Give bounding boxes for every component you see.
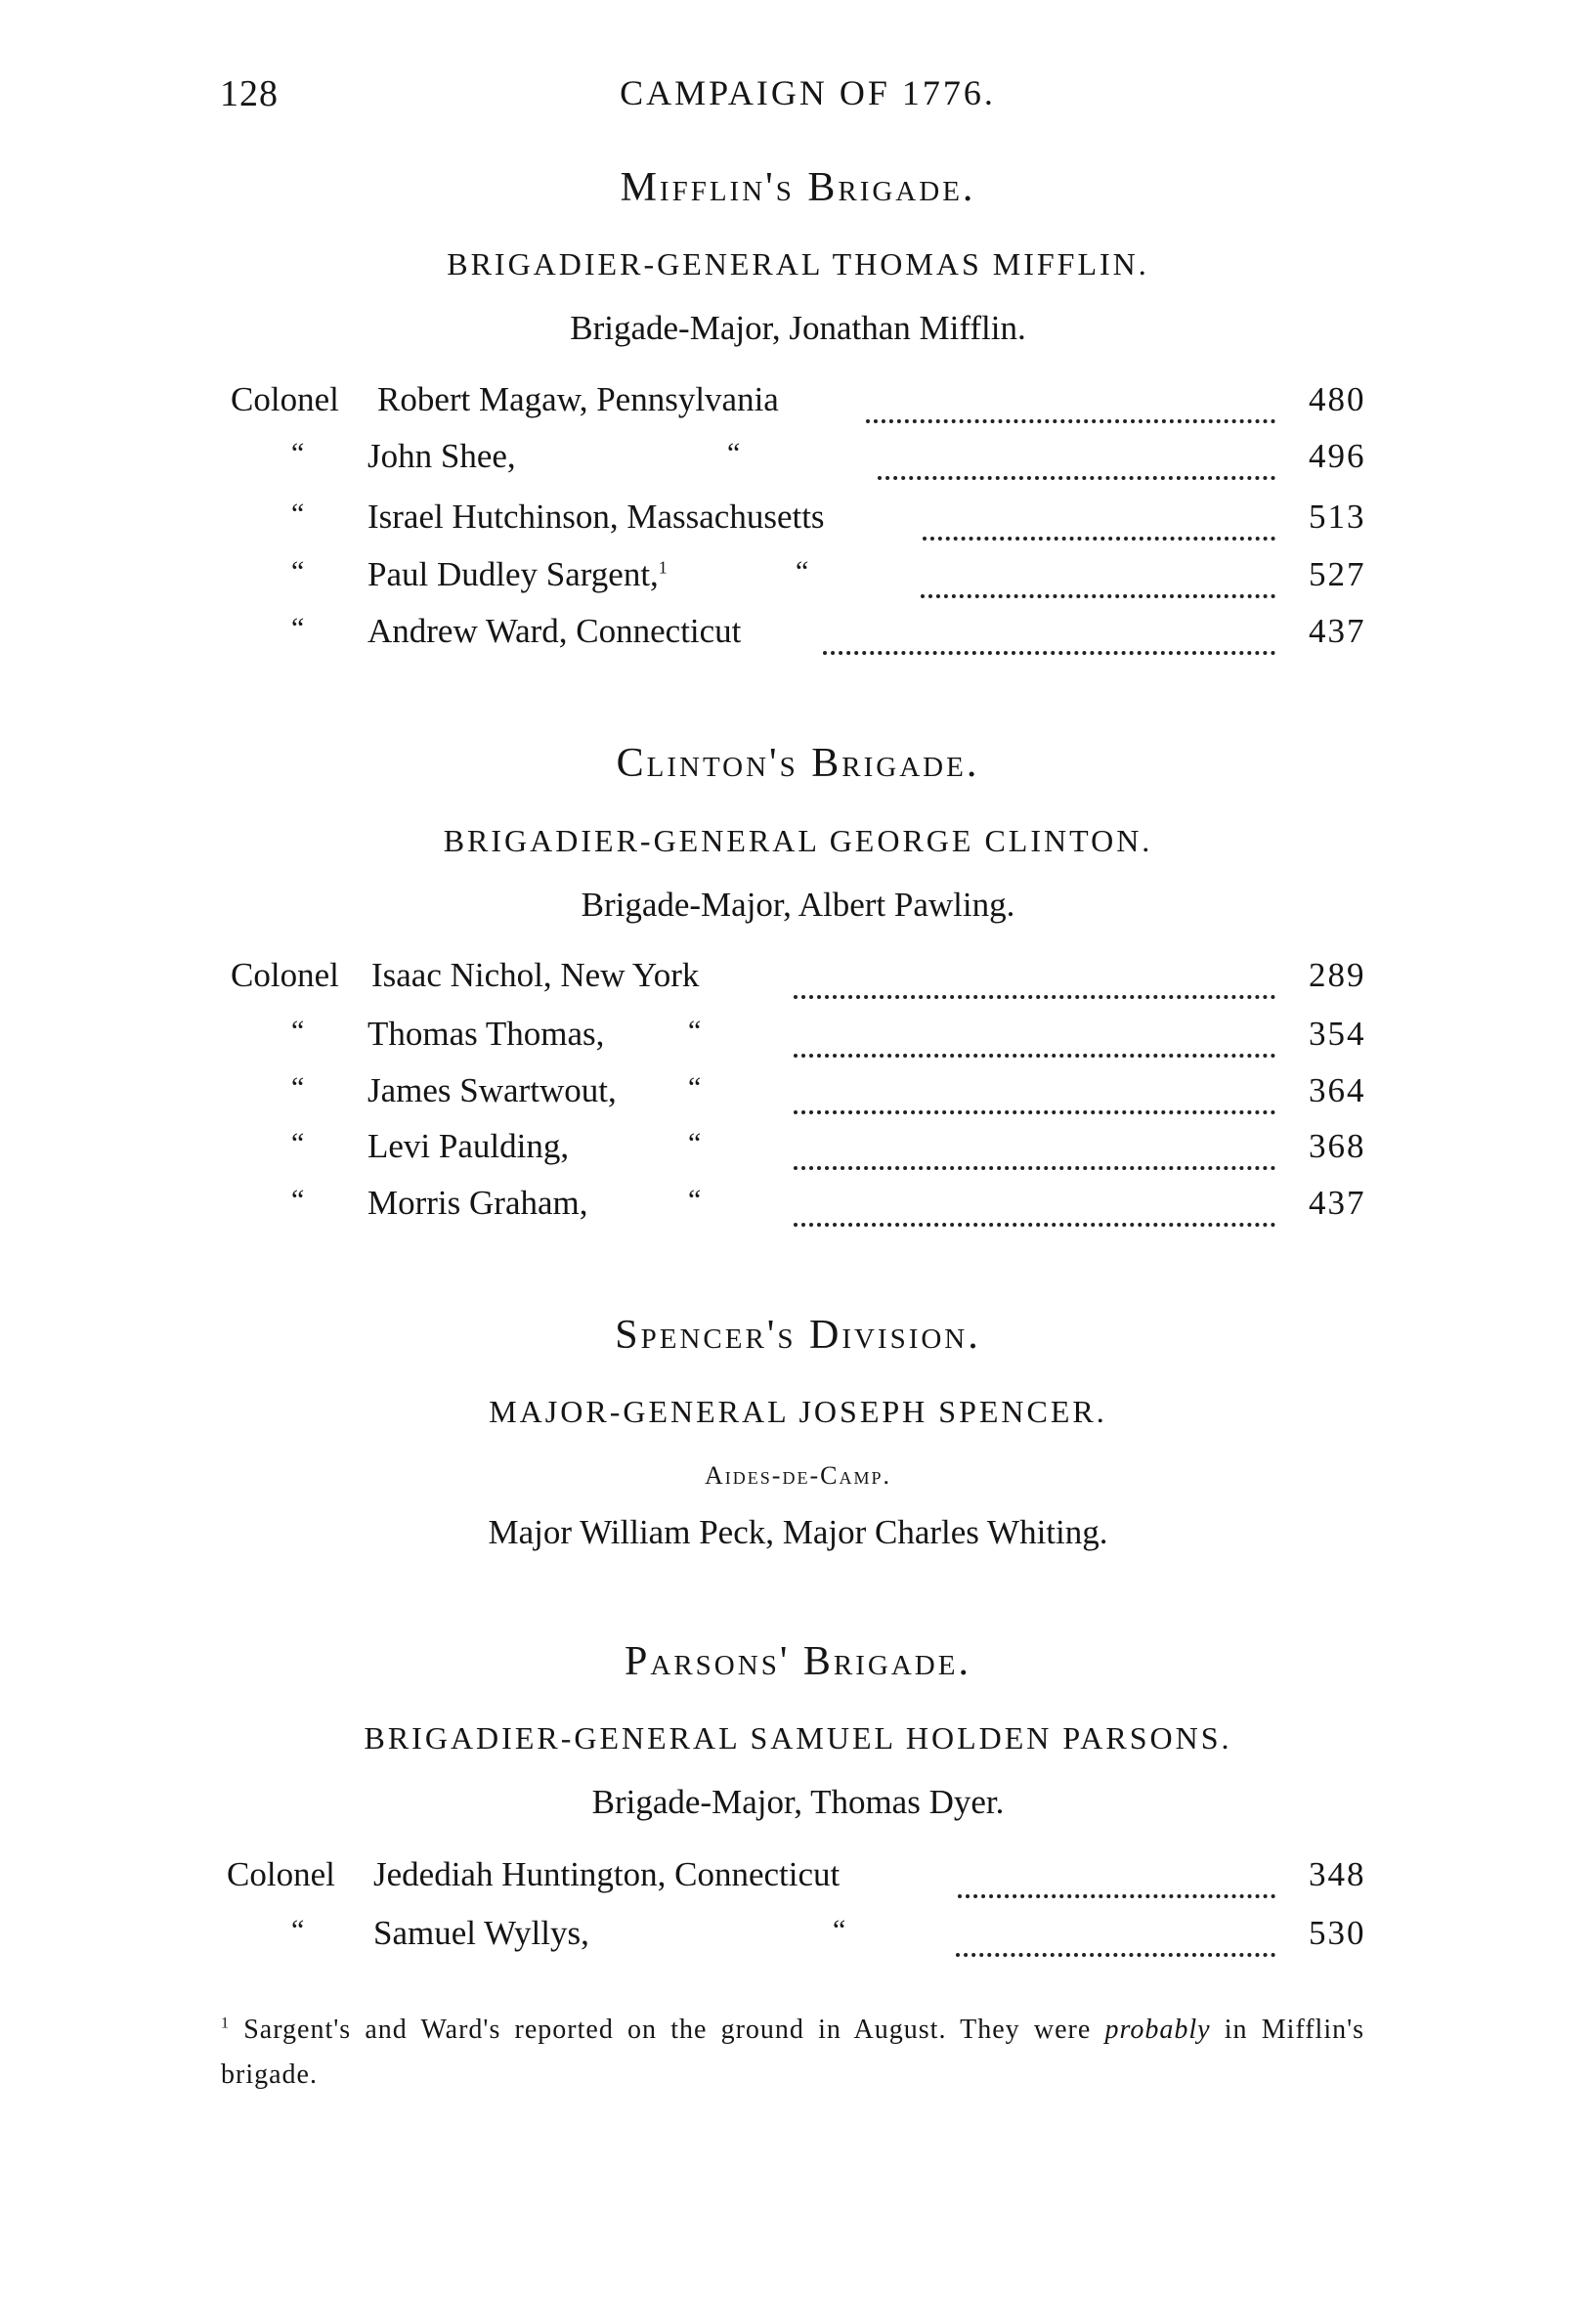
ditto-mark: “ [291, 1127, 305, 1159]
regiment-strength: 527 [1309, 555, 1366, 593]
ditto-mark: “ [291, 437, 305, 469]
colonel-name: Isaac Nichol, New York [371, 956, 700, 994]
section-heading: Mifflin's Brigade. [620, 165, 976, 210]
section-heading: Parsons' Brigade. [625, 1639, 971, 1684]
commander-line: MAJOR-GENERAL JOSEPH SPENCER. [489, 1394, 1107, 1429]
dot-leader [794, 1184, 1275, 1227]
rank-label: Colonel [231, 380, 339, 418]
colonel-name: Andrew Ward, Connecticut [367, 612, 742, 650]
dot-leader [923, 498, 1275, 541]
aides-label: Aides-de-Camp. [705, 1461, 891, 1490]
state-ditto-mark: “ [727, 437, 741, 469]
commander-line: BRIGADIER-GENERAL THOMAS MIFFLIN. [447, 246, 1149, 282]
ditto-mark: “ [291, 498, 305, 530]
dot-leader [794, 1071, 1275, 1114]
regiment-row [0, 1914, 1596, 1961]
colonel-name: John Shee, [367, 437, 516, 475]
colonel-name: Israel Hutchinson, Massachusetts [367, 498, 825, 536]
regiment-strength: 354 [1309, 1015, 1366, 1053]
footnote-emphasis: probably [1104, 2015, 1211, 2045]
dot-leader [794, 1127, 1275, 1170]
ditto-mark: “ [291, 1015, 305, 1047]
regiment-row [0, 1855, 1596, 1902]
regiment-row [0, 1015, 1596, 1062]
state-ditto-mark: “ [796, 555, 809, 587]
page-number: 128 [220, 73, 279, 114]
regiment-strength: 513 [1309, 498, 1366, 536]
brigade-major-line: Brigade-Major, Jonathan Mifflin. [570, 309, 1026, 347]
commander-line: BRIGADIER-GENERAL SAMUEL HOLDEN PARSONS. [364, 1720, 1232, 1756]
brigade-major-line: Brigade-Major, Thomas Dyer. [591, 1783, 1005, 1821]
brigade-major-line: Brigade-Major, Albert Pawling. [581, 886, 1015, 924]
colonel-name: James Swartwout, [367, 1071, 617, 1109]
regiment-row [0, 956, 1596, 1003]
ditto-mark: “ [291, 555, 305, 587]
state-ditto-mark: “ [688, 1127, 702, 1159]
section-heading: Clinton's Brigade. [616, 741, 980, 786]
dot-leader [866, 380, 1275, 423]
colonel-name: Levi Paulding, [367, 1127, 570, 1165]
dot-leader [794, 1015, 1275, 1058]
state-ditto-mark: “ [688, 1015, 702, 1047]
regiment-strength: 364 [1309, 1071, 1366, 1109]
footnote-reference: 1 [658, 557, 668, 578]
regiment-row [0, 1127, 1596, 1174]
regiment-row [0, 437, 1596, 484]
commander-line: BRIGADIER-GENERAL GEORGE CLINTON. [443, 823, 1153, 858]
ditto-mark: “ [291, 612, 305, 644]
dot-leader [956, 1914, 1275, 1957]
ditto-mark: “ [291, 1071, 305, 1104]
footnote-text-end: in Mifflin's brigade. [221, 2015, 1365, 2090]
colonel-name: Jedediah Huntington, Connecticut [373, 1855, 841, 1893]
ditto-mark: “ [291, 1184, 305, 1216]
dot-leader [794, 956, 1275, 999]
regiment-strength: 348 [1309, 1855, 1366, 1893]
section-heading: Spencer's Division. [615, 1313, 981, 1358]
colonel-name [367, 555, 668, 594]
running-title: CAMPAIGN OF 1776. [620, 73, 996, 112]
colonel-name: Samuel Wyllys, [373, 1914, 589, 1952]
regiment-strength: 530 [1309, 1914, 1366, 1952]
regiment-strength: 480 [1309, 380, 1366, 418]
state-ditto-mark: “ [833, 1914, 846, 1946]
regiment-strength: 496 [1309, 437, 1366, 475]
colonel-name: Robert Magaw, Pennsylvania [377, 380, 779, 418]
regiment-row [0, 612, 1596, 659]
colonel-name: Morris Graham, [367, 1184, 588, 1222]
regiment-strength: 368 [1309, 1127, 1366, 1165]
regiment-row [0, 380, 1596, 427]
ditto-mark: “ [291, 1914, 305, 1946]
state-ditto-mark: “ [688, 1071, 702, 1104]
dot-leader [823, 612, 1275, 655]
regiment-row [0, 498, 1596, 544]
colonel-name-text: Paul Dudley Sargent, [367, 555, 659, 593]
regiment-row [0, 1071, 1596, 1118]
aides-names: Major William Peck, Major Charles Whiting. [488, 1513, 1108, 1551]
colonel-name: Thomas Thomas, [367, 1015, 605, 1053]
dot-leader [958, 1855, 1275, 1898]
regiment-row [0, 555, 1596, 602]
regiment-strength: 437 [1309, 1184, 1366, 1222]
footnote [221, 2008, 1364, 2098]
page-header [0, 72, 1596, 121]
regiment-strength: 289 [1309, 956, 1366, 994]
rank-label: Colonel [227, 1855, 335, 1893]
regiment-strength: 437 [1309, 612, 1366, 650]
rank-label: Colonel [231, 956, 339, 994]
regiment-row [0, 1184, 1596, 1231]
footnote-mark: 1 [221, 2015, 230, 2032]
state-ditto-mark: “ [688, 1184, 702, 1216]
dot-leader [878, 437, 1275, 480]
footnote-text: Sargent's and Ward's reported on the ground in August. They were [243, 2015, 1092, 2045]
dot-leader [921, 555, 1275, 598]
